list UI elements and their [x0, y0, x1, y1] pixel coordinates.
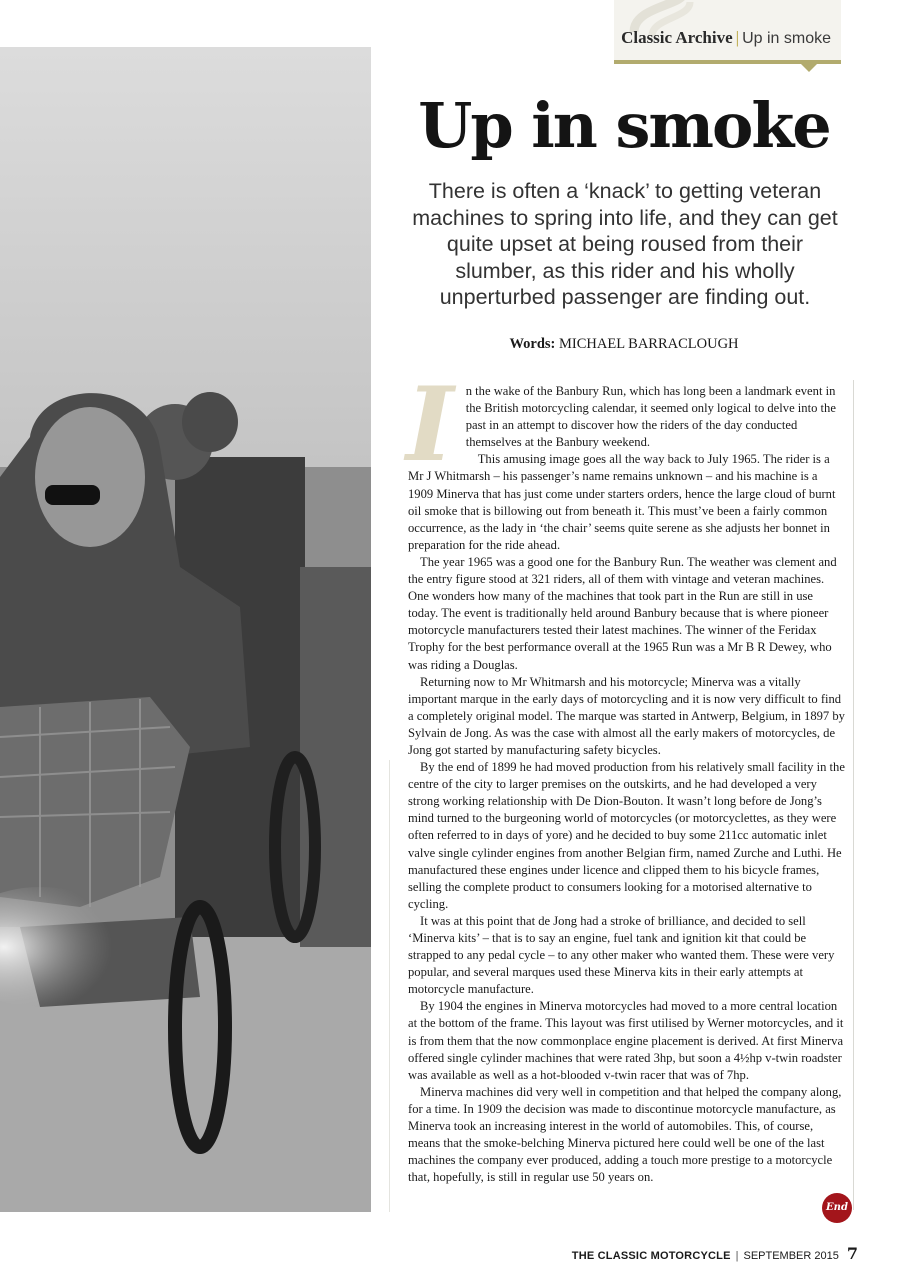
paragraph-2: This amusing image goes all the way back to July 1965. The rider is a Mr J Whitmarsh – his passenger’s name remains unknown – and his machine is a 1909 Minerva that has just come under starters orders, hence the large cloud of burnt oil smoke that is billowing out from beneath it. This must’ve been a fairly common occurrence, as the lady in ‘the chair’ seems quite serene as she adjusts her bonnet in preparation for the ride ahead. [408, 452, 836, 552]
drop-cap: I [406, 365, 454, 485]
paragraph-4: Returning now to Mr Whitmarsh and his motorcycle; Minerva was a vitally important marque in the early days of motorcycling and it is now very difficult to find a completely original model. The marque was started in Antwerp, Belgium, in 1897 by Sylvain de Jong. As was the case with almost all the early makers of motorcycles, de Jong got started by manufacturing safety bicycles. [408, 674, 845, 757]
section-category: Classic Archive [621, 28, 733, 47]
page-number: 7 [846, 1244, 858, 1263]
section-subtitle: Up in smoke [742, 30, 831, 47]
paragraph-1-text: n the wake of the Banbury Run, which has long been a landmark event in the British motorcycling calendar, it seemed only logical to delve into the past in an attempt to discover how the riders of the day conducted themselves at the Banbury weekend. [465, 384, 836, 450]
article-standfirst: There is often a ‘knack’ to getting veteran machines to spring into life, and they can get quite upset at being roused from their slumber, as this rider and his wholly unperturbed passenger are finding out. [412, 179, 838, 309]
byline-label: Words: [509, 336, 556, 352]
byline [390, 336, 858, 353]
end-marker-badge: End [822, 1193, 852, 1223]
article-body [406, 365, 845, 1186]
footer-separator: | [735, 1250, 739, 1262]
paragraph-1 [406, 365, 845, 485]
article-title: Up in smoke [418, 89, 830, 162]
page-footer [572, 1244, 858, 1263]
photo-illustration [0, 47, 371, 1212]
section-arrow-icon [801, 64, 817, 72]
paragraph-5: By the end of 1899 he had moved production from his relatively small facility in the centre of the city to larger premises on the outskirts, and he had developed a very strong working relationship with De Dion-Bouton. It wasn’t long before de Jong’s mind turned to the burgeoning world of motorcycles (or motorcyclettes, as they were often referred to in days of yore) and he decided to buy some 211cc automatic inlet valve single cylinder engines from another Belgian firm, named Zurche and Luthi. He manufactured these engines under licence and clipped them to his bicycle frames, selling the complete product to consumers looking for a motorised alternative to cycling. [408, 760, 845, 911]
paragraph-3: The year 1965 was a good one for the Banbury Run. The weather was clement and the entry figure stood at 321 riders, all of them with vintage and veteran machines. One wonders how many of the machines that took part in the Run are still in use today. The event is traditionally held around Banbury because that is where pioneer motorcycle manufacturers tested their latest machines. The winner of the Feridax Trophy for the best performance overall at the 1965 Run was a Mr B R Dewey, who was riding a Douglas. [408, 554, 837, 672]
paragraph-8: Minerva machines did very well in competition and that helped the company along, for a time. In 1909 the decision was made to discontinue motorcycle manufacture, as Minerva took an increasing interest in the world of automobiles. This, of course, means that the smoke-belching Minerva pictured here could well be one of the last machines the company ever produced, adding a touch more prestige to a motorcycle that, hopefully, is still in regular use 50 years on. [408, 1084, 842, 1185]
section-label [614, 28, 831, 48]
magazine-name: THE CLASSIC MOTORCYCLE [571, 1250, 731, 1262]
section-separator: | [735, 28, 740, 47]
paragraph-7: By 1904 the engines in Minerva motorcycles had moved to a more central location at the bottom of the frame. This layout was first utilised by Werner motorcycles, and it is from them that the now commonplace engine placement is derived. At first Minerva offered single cylinder machines that were rated 3hp, but soon a 4½hp v-twin roadster was available as well as a hot-blooded v-twin racer that was of 7hp. [408, 999, 844, 1082]
section-header-tab [614, 0, 841, 63]
paragraph-6: It was at this point that de Jong had a stroke of brilliance, and decided to sell ‘Minerva kits’ – that is to say an engine, fuel tank and ignition kit that could be strapped to any pedal cycle – to any other maker who wanted them. These were very popular, and several marques used these Minerva kits in their early attempts at motorcycle manufacture. [408, 913, 835, 997]
column-rule-left [389, 760, 390, 1212]
archive-photo [0, 47, 371, 1212]
column-rule-right [853, 380, 854, 1210]
issue-date: SEPTEMBER 2015 [743, 1250, 839, 1262]
byline-author: MICHAEL BARRACLOUGH [559, 336, 739, 352]
